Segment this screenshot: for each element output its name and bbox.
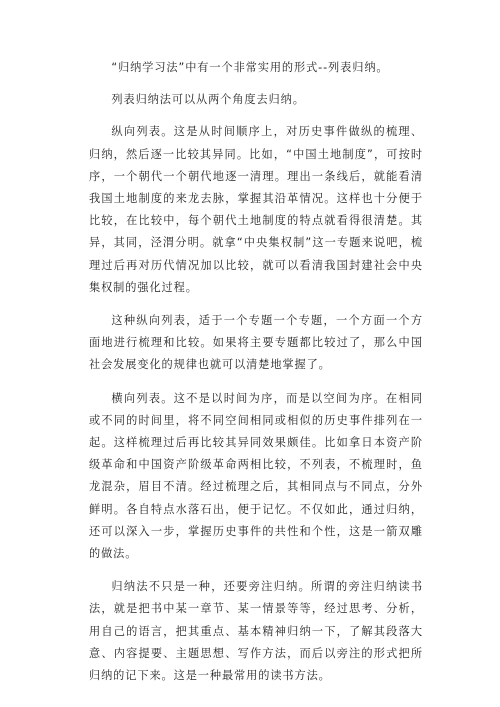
paragraph-4: 这种纵向列表，适于一个专题一个专题，一个方面一个方面地进行梳理和比较。如果将主要专题都比较过了，那么中国社会发展变化的规律也就可以清楚地掌握了。 [89, 314, 423, 372]
document-body [89, 57, 423, 698]
paragraph-5: 横向列表。这不是以时间为序，而是以空间为序。在相同或不同的时间里，将不同空间相同或相似的历史事件排列在一起。这样梳理过后再比较其异同效果颇佳。比如拿日本资产阶级革命和中国资产阶级革命两相比较，不列表，不梳理时，鱼龙混杂，眉目不清。经过梳理之后，其相同点与不同点，分外鲜明。各自特点水落石出，便于记忆。不仅如此，通过归纳，还可以深入一步，掌握历史事件的共性和个性，这是一箭双雕的做法。 [89, 391, 423, 561]
paragraph-3: 纵向列表。这是从时间顺序上，对历史事件做纵的梳理、归纳，然后逐一比较其异同。比如，“中国土地制度”，可按时序，一个朝代一个朝代地逐一清理。理出一条线后，就能看清我国土地制度的来龙去脉，掌握其沿革情况。这样也十分便于比较，在比较中，每个朝代土地制度的特点就看得很清楚。其异，其同，泾渭分明。就拿“中央集权制”这一专题来说吧，梳理过后再对历代情况加以比较，就可以看清我国封建社会中央集权制的强化过程。 [89, 125, 423, 294]
paragraph-2: 列表归纳法可以从两个角度去归纳。 [111, 93, 305, 107]
paragraph-6: 归纳法不只是一种，还要旁注归纳。所谓的旁注归纳读书法，就是把书中某一章节、某一情景等等，经过思考、分析，用自己的语言，把其重点、基本精神归纳一下，了解其段落大意、内容提要、主题思想、写作方法，而后以旁注的形式把所归纳的记下来。这是一种最常用的读书方法。 [89, 580, 423, 683]
paragraph-1: “归纳学习法”中有一个非常实用的形式--列表归纳。 [111, 61, 389, 74]
